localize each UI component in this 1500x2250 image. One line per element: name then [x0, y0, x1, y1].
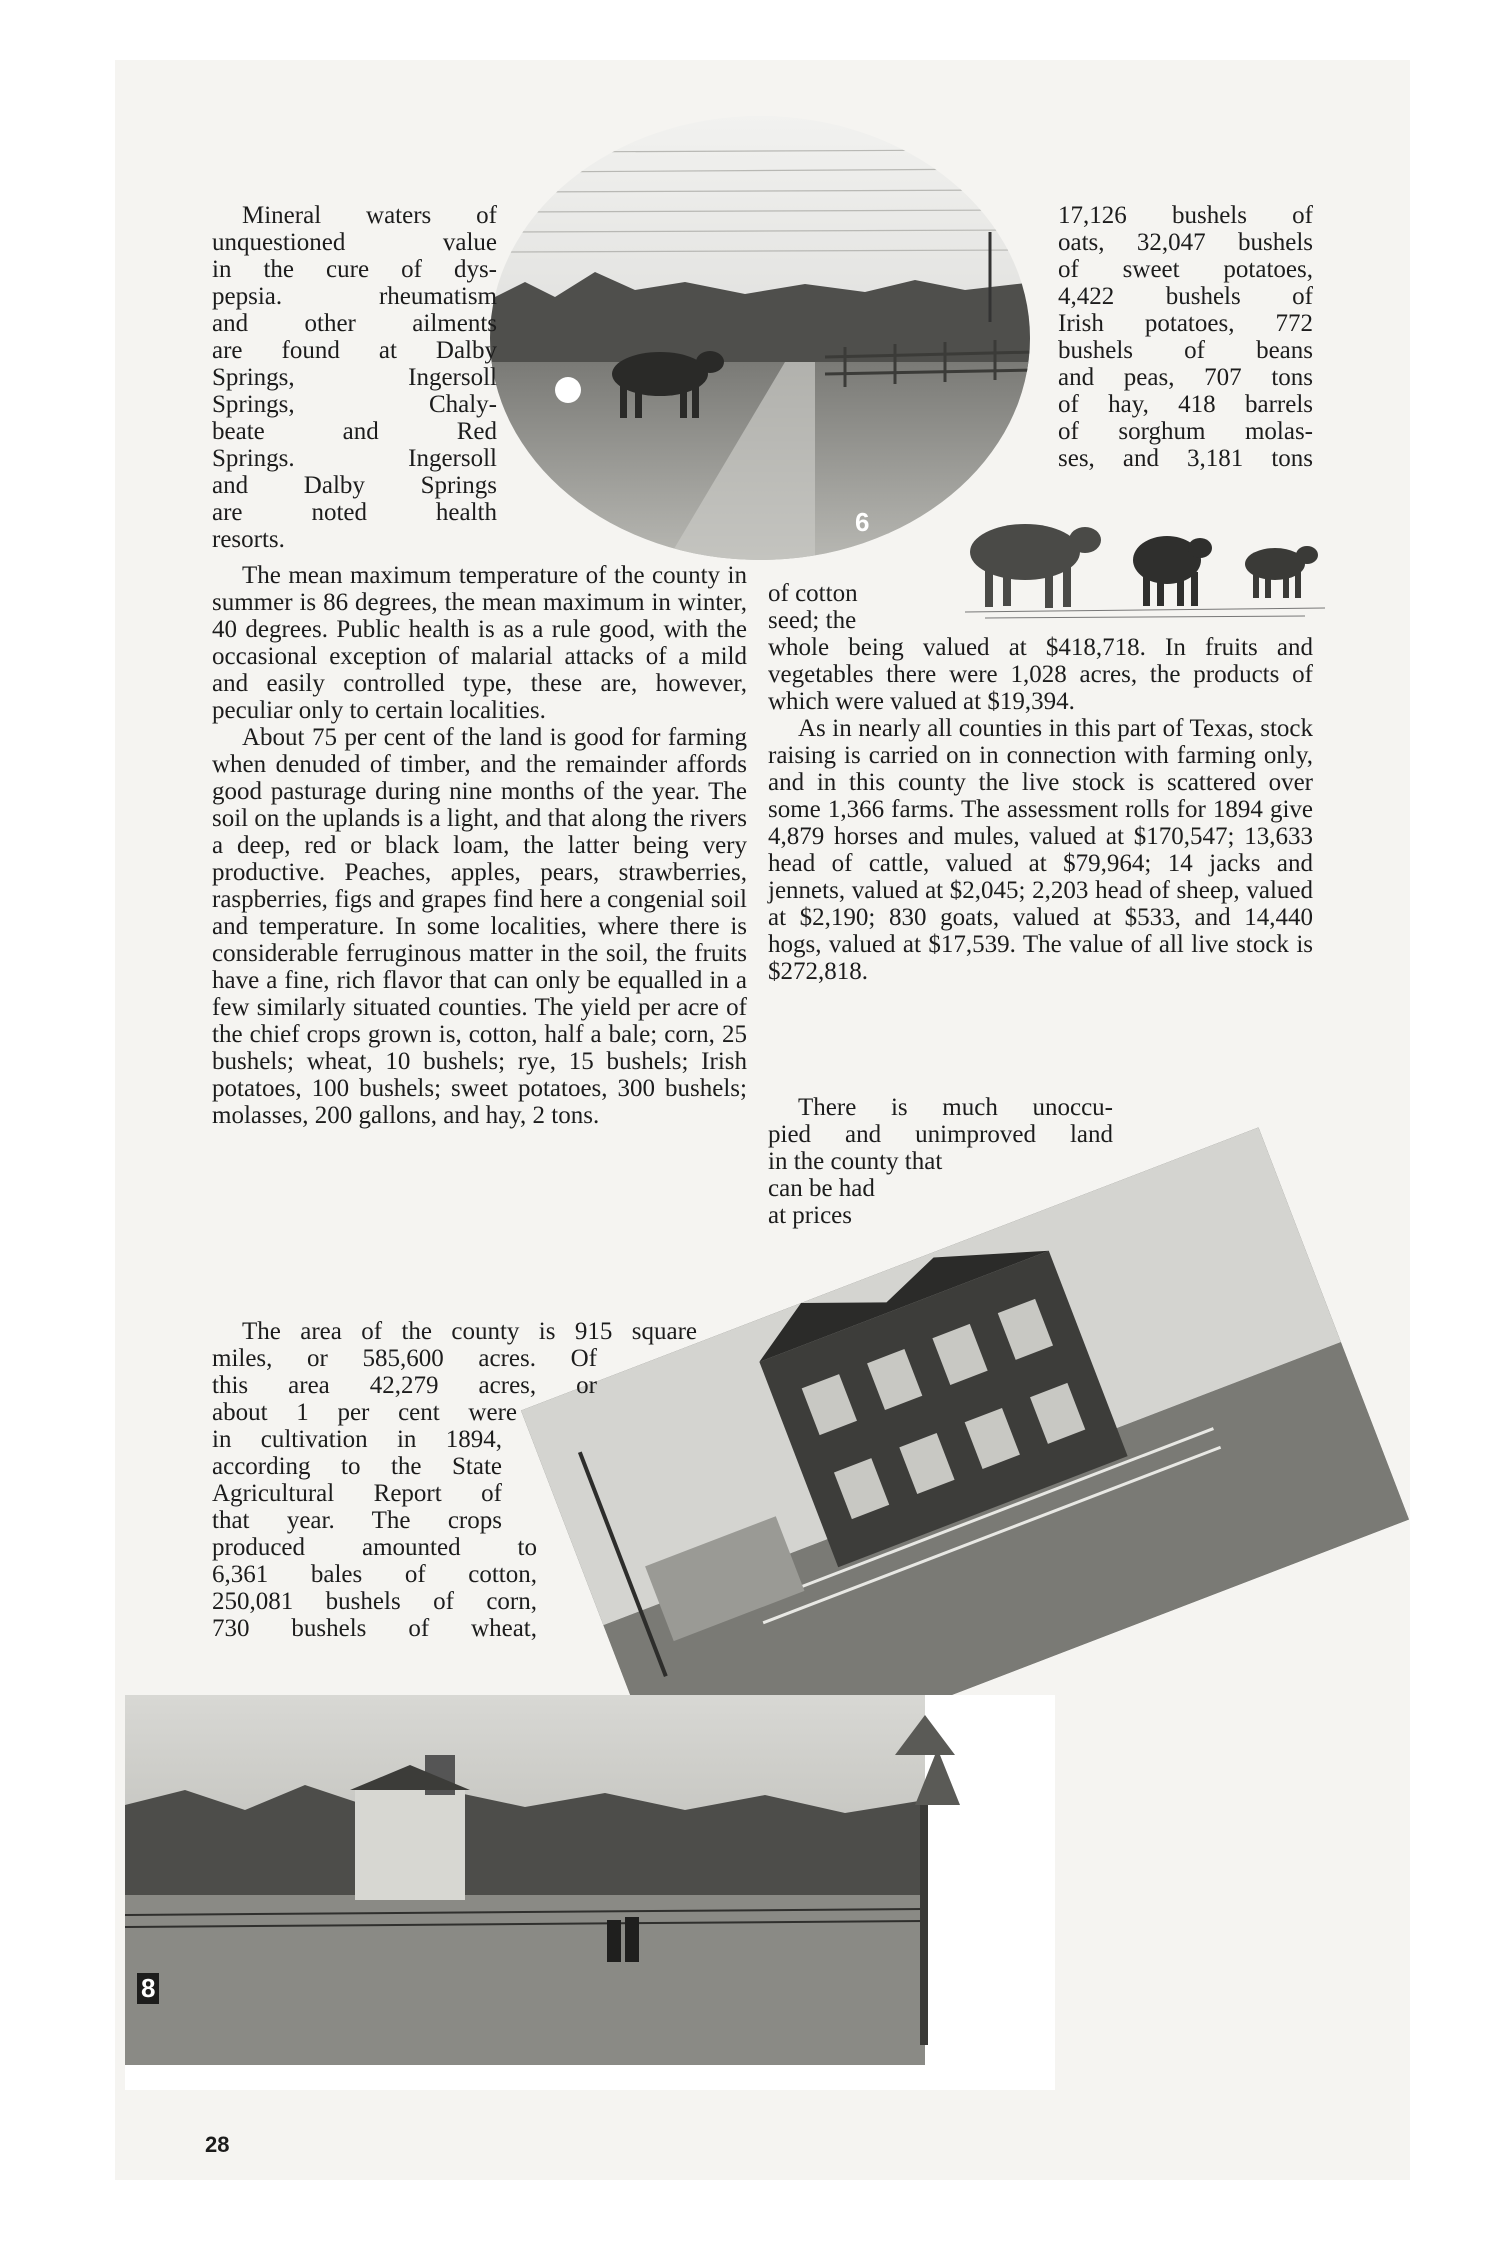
text-line: Irish potatoes, 772: [1058, 310, 1313, 337]
text-line: in the cure of dys-: [212, 256, 497, 283]
text-line: miles, or 585,600 acres. Of: [212, 1345, 597, 1372]
right-top-wrap: [1058, 202, 1313, 472]
livestock-paragraph: As in nearly all counties in this part of Texas, stock raising is carried on in connection with farming only, and in this county the live stock is scattered over some 1,366 farms. The assessment rolls for 1894 give 4,879 horses and mules, valued at $170,547; 13,633 head of cattle, valued at $79,964; 14 jacks and jennets, valued at $2,045; 2,203 head of sheep, valued at $2,190; 830 goats, valued at $533, and 14,440 hogs, valued at $17,539. The value of all live stock is $272,818.: [768, 715, 1313, 985]
text-line: beate and Red: [212, 418, 497, 445]
left-column-body: [212, 562, 747, 1129]
text-line: 4,422 bushels of: [1058, 283, 1313, 310]
text-line: in cultivation in 1894,: [212, 1426, 502, 1453]
text-line: There is much unoccu-: [798, 1094, 1113, 1121]
text-line: and other ailments: [212, 310, 497, 337]
text-line: pied and unimproved land: [768, 1121, 1113, 1148]
cattle-illustration: [945, 500, 1340, 630]
text-line: bushels of beans: [1058, 337, 1313, 364]
text-line: that year. The crops: [212, 1507, 502, 1534]
text-line: 6,361 bales of cotton,: [212, 1561, 537, 1588]
cattle-drawing: [945, 500, 1340, 630]
right-cont-lines: [768, 580, 968, 634]
text-line: The area of the county is 915 square: [242, 1318, 697, 1345]
text-line: Springs. Ingersoll: [212, 445, 497, 472]
text-line: this area 42,279 acres, or: [212, 1372, 597, 1399]
text-line: Agricultural Report of: [212, 1480, 502, 1507]
figure-6-pasture-photo: [485, 112, 1035, 564]
text-line: seed; the: [768, 607, 857, 634]
text-line: of sweet potatoes,: [1058, 256, 1313, 283]
temperature-paragraph: The mean maximum temperature of the county in summer is 86 degrees, the mean maximum in winter, 40 degrees. Public health is as a rule good, with the occasional exception of malarial attacks of a mild and easily controlled type, these are, however, peculiar only to certain localities.: [212, 562, 747, 724]
text-line: can be had: [768, 1175, 875, 1202]
unoccupied-land-paragraph: [768, 1094, 1113, 1229]
text-line: about 1 per cent were: [212, 1399, 517, 1426]
text-line: are noted health: [212, 499, 497, 526]
text-line: pepsia. rheumatism: [212, 283, 497, 310]
text-line: 250,081 bushels of corn,: [212, 1588, 537, 1615]
soil-paragraph: About 75 per cent of the land is good for farming when denuded of timber, and the remainder affords good pasturage during nine months of the year. The soil on the uplands is a light, and that along the rivers a deep, red or black loam, the latter being very productive. Peaches, apples, pears, strawberries, raspberries, figs and grapes find here a congenial soil and temperature. In some localities, where there is considerable ferruginous matter in the soil, the fruits have a fine, rich flavor that can only be equalled in a few similarly situated counties. The yield per acre of the chief crops grown is, cotton, half a bale; corn, 25 bushels; wheat, 10 bushels; rye, 15 bushels; Irish potatoes, 100 bushels; sweet potatoes, 300 bushels; molasses, 200 gallons, and hay, 2 tons.: [212, 724, 747, 1129]
text-line: unquestioned value: [212, 229, 497, 256]
estate-illustration: [125, 1695, 1055, 2090]
left-wrap-paragraph: [212, 202, 497, 553]
text-line: resorts.: [212, 526, 285, 553]
text-line: 17,126 bushels of: [1058, 202, 1313, 229]
text-line: at prices: [768, 1202, 852, 1229]
text-line: produced amounted to: [212, 1534, 537, 1561]
text-line: and peas, 707 tons: [1058, 364, 1313, 391]
text-line: and Dalby Springs: [212, 472, 497, 499]
text-line: are found at Dalby: [212, 337, 497, 364]
text-line: of hay, 418 barrels: [1058, 391, 1313, 418]
text-line: Springs, Ingersoll: [212, 364, 497, 391]
area-paragraph: [212, 1318, 697, 1642]
text-line: according to the State: [212, 1453, 502, 1480]
right-column-body: [768, 634, 1313, 985]
figure-8-house-photo: [125, 1695, 1055, 2090]
text-line: of sorghum molas-: [1058, 418, 1313, 445]
pasture-illustration: [485, 112, 1035, 564]
text-line: Springs, Chaly-: [212, 391, 497, 418]
valuation-paragraph: whole being valued at $418,718. In fruits and vegetables there were 1,028 acres, the products of which were valued at $19,394.: [768, 634, 1313, 715]
text-line: oats, 32,047 bushels: [1058, 229, 1313, 256]
page-number: 28: [205, 2132, 230, 2157]
text-line: of cotton: [768, 580, 858, 607]
text-line: ses, and 3,181 tons: [1058, 445, 1313, 472]
text-line: Mineral waters of: [242, 202, 497, 229]
text-line: in the county that: [768, 1148, 943, 1175]
figure-8-label: 8: [137, 1973, 159, 2004]
figure-6-label: 6: [855, 507, 870, 537]
text-line: 730 bushels of wheat,: [212, 1615, 537, 1642]
